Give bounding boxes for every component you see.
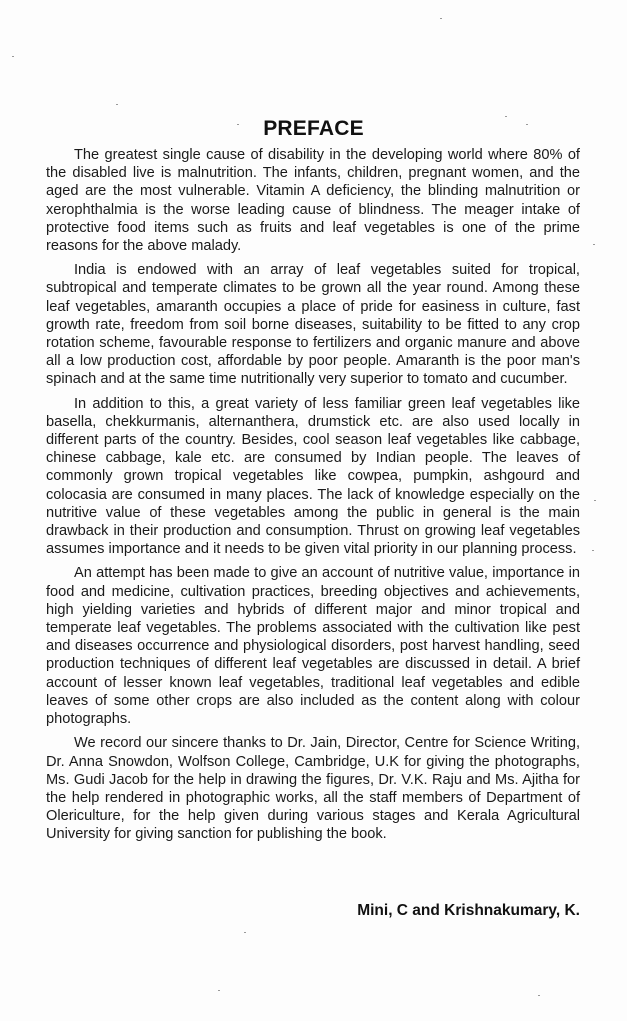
paragraph-1: The greatest single cause of disability in the developing world where 80% of the disabled live is malnutrition. The infants, children, pregnant women, and the aged are the most vulnerable. Vitamin A deficiency, the blinding malnutrition or xerophthalmia is the worse leading cause of blindness. The meager intake of protective food items such as fruits and leaf vegetables is one of the prime reasons for the above malady. xyxy=(46,147,580,255)
paragraph-5: We record our sincere thanks to Dr. Jain, Director, Centre for Science Writing, Dr. Anna Snowdon, Wolfson College, Cambridge, U.K for giving the photographs, Ms. Gudi Jacob for the help in drawing the figures, Dr. V.K. Raju and Ms. Ajitha for the help rendered in photographic works, all the staff members of Department of Olericulture, for the help given during various stages and Kerala Agricultural University for giving sanction for publishing the book. xyxy=(46,735,580,843)
scan-speck xyxy=(538,995,540,996)
paragraph-4: An attempt has been made to give an account of nutritive value, importance in food and medicine, cultivation practices, breeding objectives and achievements, high yielding varieties and hybrids of different major and minor tropical and temperate leaf vegetables. The problems associated with the cultivation like pest and diseases occurrence and physiological disorders, post harvest handling, seed production techniques of different leaf vegetables are discussed in detail. A brief account of lesser known leaf vegetables, traditional leaf vegetables and edible leaves of some other crops are also included as the content along with colour photographs. xyxy=(46,565,580,728)
scan-speck xyxy=(440,18,442,19)
scan-speck xyxy=(594,500,596,501)
paragraph-3: In addition to this, a great variety of less familiar green leaf vegetables like basella, chekkurmanis, alternanthera, drumstick etc. are also used locally in different parts of the country. Besides, cool season leaf vegetables like cabbage, chinese cabbage, kale etc. are consumed by Indian people. The leaves of commonly grown tropical vegetables like cowpea, pumpkin, ashgourd and colocasia are consumed in many places. The lack of knowledge especially on the nutritive value of these vegetables among the public in general is the main drawback in their production and consumption. Thrust on growing leaf vegetables assumes importance and it needs to be given vital priority in our planning process. xyxy=(46,395,580,558)
page-title: PREFACE xyxy=(263,117,364,140)
scan-speck xyxy=(12,56,14,57)
scan-speck xyxy=(593,244,595,245)
author-signature: Mini, C and Krishnakumary, K. xyxy=(357,902,580,919)
scan-speck xyxy=(218,990,220,991)
scan-speck xyxy=(244,932,246,933)
scan-speck xyxy=(592,550,594,551)
scan-speck xyxy=(116,104,118,105)
paragraph-2: India is endowed with an array of leaf vegetables suited for tropical, subtropical and temperate climates to be grown all the year round. Among these leaf vegetables, amaranth occupies a place of pride for easiness in culture, fast growth rate, freedom from soil borne diseases, suitability to be fitted to any crop rotation scheme, favourable response to fertilizers and organic manure and above all a low production cost, affordable by poor people. Amaranth is the poor man's spinach and at the same time nutritionally very superior to tomato and cucumber. xyxy=(46,262,580,388)
preface-body xyxy=(46,146,580,850)
